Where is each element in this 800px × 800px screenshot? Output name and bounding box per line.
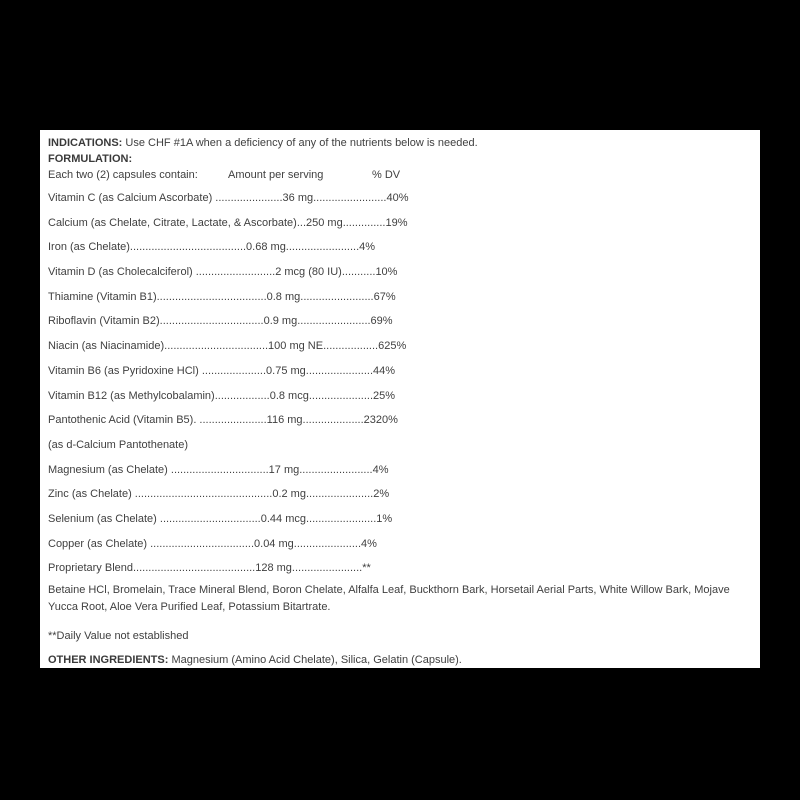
- header-percent-dv: % DV: [372, 169, 401, 181]
- header-amount-per-serving: Amount per serving: [228, 169, 324, 181]
- nutrient-row-iron: Iron (as Chelate)......................................0.68 mg........................4%: [48, 241, 376, 254]
- formulation-label: FORMULATION:: [48, 153, 133, 165]
- pantothenate-subnote: (as d-Calcium Pantothenate): [48, 438, 189, 451]
- indications-label: INDICATIONS:: [48, 137, 123, 149]
- nutrient-row-vitamin-c: Vitamin C (as Calcium Ascorbate) ......................36 mg........................40%: [48, 192, 409, 204]
- formulation-datasheet: [40, 130, 760, 668]
- nutrient-row-riboflavin: Riboflavin (Vitamin B2)..................................0.9 mg........................69%: [48, 315, 393, 328]
- nutrient-row-vitamin-b12: Vitamin B12 (as Methylcobalamin)..................0.8 mcg.....................25%: [48, 389, 396, 402]
- proprietary-blend-ingredients: Betaine HCl, Bromelain, Trace Mineral Blend, Boron Chelate, Alfalfa Leaf, Buckthorn Bark, Horsetail Aerial Parts, White Willow Bark, Mojave Yucca Root, Aloe Vera Purified Leaf, Potassium Bitartrate.: [48, 584, 730, 614]
- nutrient-row-zinc: Zinc (as Chelate) .............................................0.2 mg......................2%: [48, 488, 390, 501]
- indications-text: Use CHF #1A when a deficiency of any of the nutrients below is needed.: [125, 137, 478, 149]
- other-ingredients-text: Magnesium (Amino Acid Chelate), Silica, Gelatin (Capsule).: [171, 654, 462, 667]
- other-ingredients-line: [48, 652, 752, 668]
- formulation-heading: [48, 151, 752, 167]
- nutrient-rows: [48, 190, 752, 576]
- nutrient-row-niacin: Niacin (as Niacinamide)..................................100 mg NE..................625%: [48, 340, 407, 353]
- daily-value-note: **Daily Value not established: [48, 630, 189, 643]
- nutrient-row-copper: Copper (as Chelate) ..................................0.04 mg......................4%: [48, 537, 377, 550]
- nutrient-row-magnesium: Magnesium (as Chelate) ................................17 mg........................4%: [48, 463, 389, 476]
- nutrient-row-proprietary-blend: Proprietary Blend........................................128 mg.......................**: [48, 562, 371, 575]
- nutrient-row-vitamin-d: Vitamin D (as Cholecalciferol) ..........................2 mcg (80 IU)...........10%: [48, 266, 398, 279]
- nutrient-row-selenium: Selenium (as Chelate) .................................0.44 mcg.......................1%: [48, 512, 393, 525]
- formulation-table-header: [48, 167, 752, 183]
- header-serving-basis: Each two (2) capsules contain:: [48, 169, 198, 181]
- nutrient-row-vitamin-b6: Vitamin B6 (as Pyridoxine HCl) .....................0.75 mg......................44%: [48, 364, 396, 377]
- other-ingredients-label: OTHER INGREDIENTS:: [48, 654, 169, 667]
- indications-line: [48, 135, 752, 151]
- nutrient-row-calcium: Calcium (as Chelate, Citrate, Lactate, & Ascorbate)...250 mg..............19%: [48, 216, 408, 229]
- nutrient-row-pantothenic-acid: Pantothenic Acid (Vitamin B5). ......................116 mg....................2320%: [48, 414, 398, 427]
- nutrient-row-thiamine: Thiamine (Vitamin B1)....................................0.8 mg........................67%: [48, 290, 396, 303]
